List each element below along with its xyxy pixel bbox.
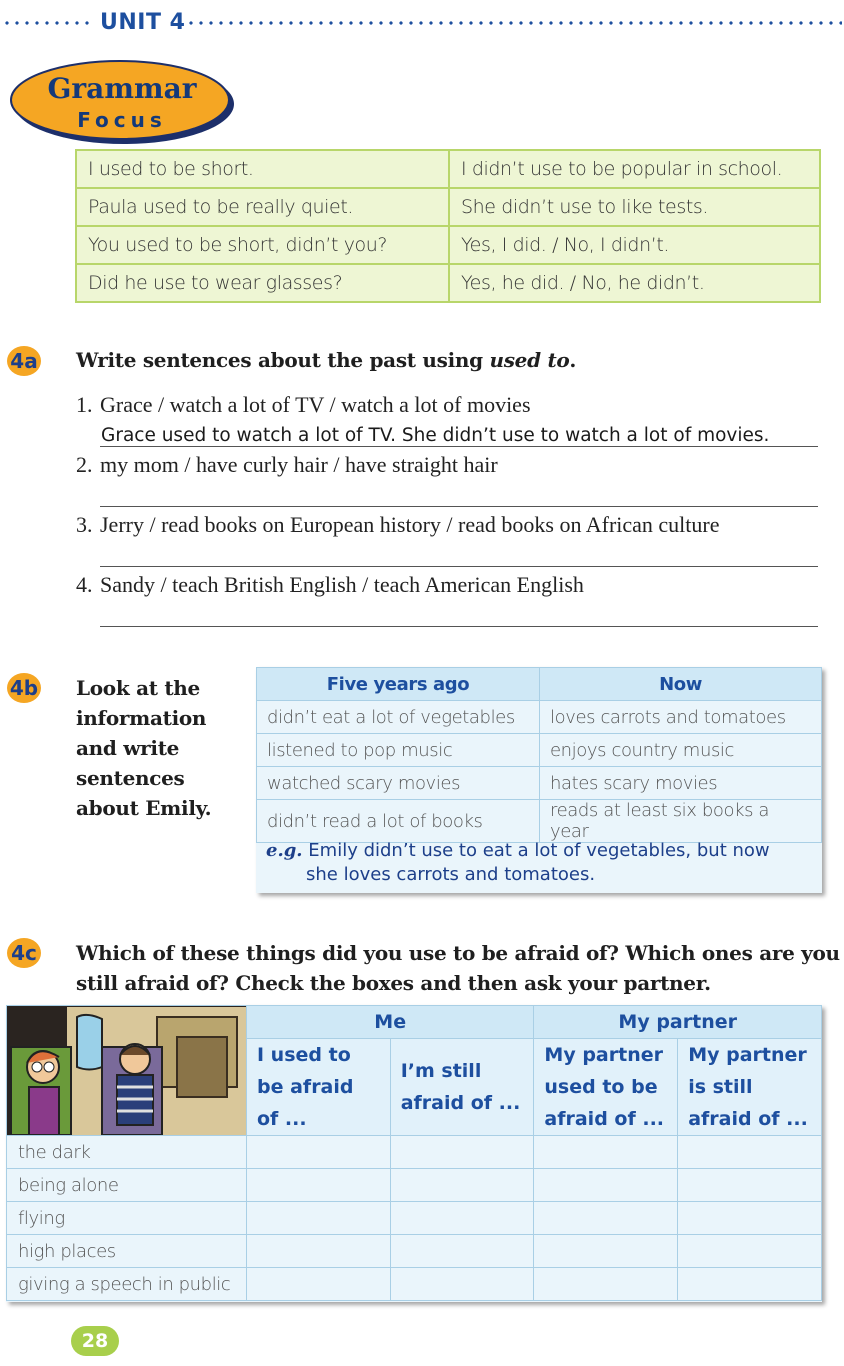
checkbox-cell[interactable] <box>678 1235 822 1268</box>
example-text: Emily didn’t use to eat a lot of vegetables, but now <box>302 840 770 861</box>
table-cell: watched scary movies <box>257 767 540 800</box>
instruction-line: and write <box>76 736 180 760</box>
column-header: Five years ago <box>257 668 540 701</box>
table-header-row <box>257 668 822 701</box>
emily-info-table <box>256 667 822 843</box>
table-header-row <box>7 1006 822 1039</box>
checkbox-cell[interactable] <box>534 1268 678 1301</box>
item-number: 2. <box>76 452 93 477</box>
group-header-me: Me <box>247 1006 534 1039</box>
airplane-illustration <box>7 1006 247 1136</box>
item-number: 1. <box>76 392 93 417</box>
checkbox-cell[interactable] <box>534 1136 678 1169</box>
dotted-rule-right <box>186 21 842 25</box>
sample-answer: Grace used to watch a lot of TV. She didn’t use to watch a lot of movies. <box>101 425 770 446</box>
marker-label: 4b <box>9 676 39 700</box>
nervous-passengers-icon <box>7 1007 246 1135</box>
table-row <box>7 1202 822 1235</box>
instruction-4a <box>76 348 576 372</box>
instruction-line: Which of these things did you use to be afraid of? Which ones are you <box>76 941 840 965</box>
answer-line[interactable] <box>100 566 818 567</box>
table-cell: didn’t eat a lot of vegetables <box>257 701 540 734</box>
checkbox-cell[interactable] <box>534 1202 678 1235</box>
instruction-4b <box>76 673 211 823</box>
fear-item: flying <box>7 1202 247 1235</box>
checkbox-cell[interactable] <box>534 1235 678 1268</box>
checkbox-cell[interactable] <box>247 1235 391 1268</box>
marker-label: 4a <box>10 349 38 373</box>
table-row <box>7 1235 822 1268</box>
table-cell: enjoys country music <box>540 734 822 767</box>
page-number: 28 <box>71 1326 119 1356</box>
fear-item: the dark <box>7 1136 247 1169</box>
table-row <box>257 767 822 800</box>
answer-line[interactable] <box>100 626 818 627</box>
answer-line[interactable] <box>100 446 818 447</box>
marker-label: 4c <box>11 941 37 965</box>
unit-title: UNIT 4 <box>100 10 186 35</box>
emily-info-box <box>256 667 822 893</box>
grammar-focus-subtitle: Focus <box>77 108 167 132</box>
checkbox-cell[interactable] <box>390 1268 534 1301</box>
dotted-rule-left <box>2 21 92 25</box>
instruction-text: Write sentences about the past using <box>76 348 490 372</box>
table-cell: listened to pop music <box>257 734 540 767</box>
table-row <box>7 1136 822 1169</box>
item-prompt: Sandy / teach British English / teach American English <box>100 572 584 597</box>
checkbox-cell[interactable] <box>247 1202 391 1235</box>
checkbox-cell[interactable] <box>390 1136 534 1169</box>
checkbox-cell[interactable] <box>247 1268 391 1301</box>
instruction-line: still afraid of? Check the boxes and then ask your partner. <box>76 971 711 995</box>
table-row <box>7 1268 822 1301</box>
exercise-marker-4c <box>6 937 42 969</box>
grammar-cell: I didn’t use to be popular in school. <box>449 150 820 188</box>
grammar-cell: Did he use to wear glasses? <box>76 264 449 302</box>
table-row <box>257 701 822 734</box>
grammar-focus-badge <box>8 56 236 146</box>
column-header: I’m still afraid of ... <box>390 1039 534 1136</box>
exercise-item <box>76 452 498 478</box>
instruction-line: Look at the <box>76 676 200 700</box>
item-number: 3. <box>76 512 93 537</box>
example-label: e.g. <box>266 840 303 861</box>
fear-item: high places <box>7 1235 247 1268</box>
checkbox-cell[interactable] <box>390 1202 534 1235</box>
table-cell: hates scary movies <box>540 767 822 800</box>
item-prompt: Grace / watch a lot of TV / watch a lot of movies <box>100 392 531 417</box>
fear-item: being alone <box>7 1169 247 1202</box>
column-header: Now <box>540 668 822 701</box>
example-text: she loves carrots and tomatoes. <box>306 864 596 885</box>
fear-item: giving a speech in public <box>7 1268 247 1301</box>
table-row <box>76 226 820 264</box>
grammar-cell: Yes, I did. / No, I didn’t. <box>449 226 820 264</box>
checkbox-cell[interactable] <box>247 1169 391 1202</box>
item-number: 4. <box>76 572 93 597</box>
checkbox-cell[interactable] <box>247 1136 391 1169</box>
grammar-cell: Paula used to be really quiet. <box>76 188 449 226</box>
grammar-cell: Yes, he did. / No, he didn’t. <box>449 264 820 302</box>
grammar-cell: She didn’t use to like tests. <box>449 188 820 226</box>
group-header-partner: My partner <box>534 1006 822 1039</box>
checkbox-cell[interactable] <box>390 1169 534 1202</box>
checkbox-cell[interactable] <box>678 1136 822 1169</box>
instruction-line: sentences <box>76 766 185 790</box>
example-sentence <box>266 839 814 887</box>
table-cell: loves carrots and tomatoes <box>540 701 822 734</box>
item-prompt: my mom / have curly hair / have straight hair <box>100 452 498 477</box>
table-row <box>257 800 822 843</box>
exercise-item <box>76 572 584 598</box>
exercise-item <box>76 512 720 538</box>
unit-header <box>0 8 844 38</box>
grammar-focus-title: Grammar <box>47 72 197 105</box>
table-row <box>76 150 820 188</box>
exercise-marker-4a <box>6 345 42 377</box>
table-cell: didn’t read a lot of books <box>257 800 540 843</box>
checkbox-cell[interactable] <box>678 1169 822 1202</box>
grammar-cell: You used to be short, didn’t you? <box>76 226 449 264</box>
instruction-line: information <box>76 706 207 730</box>
afraid-table-box <box>6 1005 822 1302</box>
afraid-table <box>6 1005 822 1301</box>
instruction-line: about Emily. <box>76 796 212 820</box>
item-prompt: Jerry / read books on European history / read books on African culture <box>100 512 720 537</box>
checkbox-cell[interactable] <box>534 1169 678 1202</box>
exercise-item <box>76 392 531 418</box>
checkbox-cell[interactable] <box>678 1268 822 1301</box>
table-cell: reads at least six books a year <box>540 800 822 843</box>
table-row <box>7 1169 822 1202</box>
column-header: My partner used to be afraid of ... <box>534 1039 678 1136</box>
table-row <box>76 264 820 302</box>
column-header: My partner is still afraid of ... <box>678 1039 822 1136</box>
column-header: I used to be afraid of ... <box>247 1039 391 1136</box>
table-row <box>257 734 822 767</box>
instruction-text: . <box>569 348 577 372</box>
exercise-marker-4b <box>6 672 42 704</box>
checkbox-cell[interactable] <box>678 1202 822 1235</box>
instruction-emphasis: used to <box>489 348 570 372</box>
instruction-4c <box>76 938 840 998</box>
answer-line[interactable] <box>100 506 818 507</box>
grammar-table <box>75 149 821 303</box>
table-row <box>76 188 820 226</box>
grammar-cell: I used to be short. <box>76 150 449 188</box>
checkbox-cell[interactable] <box>390 1235 534 1268</box>
